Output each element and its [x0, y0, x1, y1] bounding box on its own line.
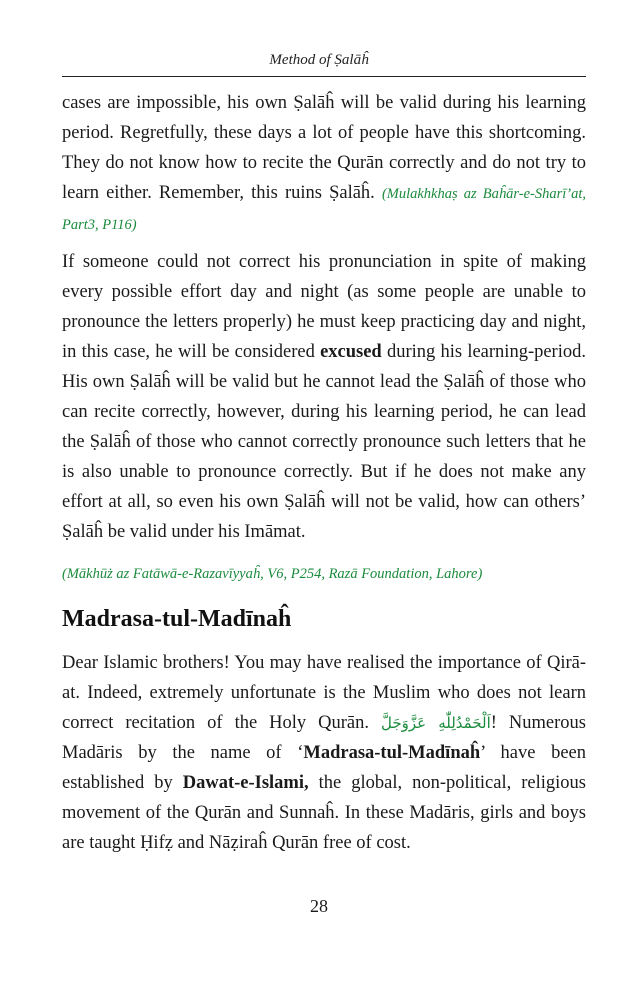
paragraph-3-text-c: ’ have been established by: [62, 743, 586, 793]
paragraph-2: [62, 247, 586, 547]
paragraph-1-text: cases are impossible, his own Ṣalāĥ will be valid during his learning period. Regretfully, these days a lot of people have this shortcoming. They do not know how to recite the Qurān correctly and do not try to learn either. Remember, this ruins Ṣalāĥ.: [62, 93, 586, 203]
paragraph-3: [62, 648, 586, 858]
paragraph-2-text-after: during his learning-period. His own Ṣalāĥ will be valid but he cannot lead the Ṣalāĥ of those who can recite correctly, however, during his learning period, he can lead the Ṣalāĥ of those who cannot correctly pronounce such letters that he is also unable to pronounce correctly. But if he does not make any effort at all, so even his own Ṣalāĥ will not be valid, how can others’ Ṣalāĥ be valid under his Imāmat.: [62, 342, 586, 542]
arabic-phrase: اَلْحَمْدُلِلّٰهِ عَزَّوَجَلَّ: [381, 714, 491, 732]
paragraph-2-reference: (Mākhūż az Fatāwā-e-Razavīyyaĥ, V6, P254, Razā Foundation, Lahore): [62, 566, 483, 582]
paragraph-3-text-d: the global, non-political, religious movement of the Qurān and Sunnaĥ. In these Madāris, girls and boys are taught Ḥifẓ and Nāẓiraĥ Qurān free of cost.: [62, 773, 586, 853]
paragraph-3-text-a: Dear Islamic brothers! You may have realised the importance of Qirā-at. Indeed, extremely unfortunate is the Muslim who does not learn correct recitation of the Holy Qurān.: [62, 653, 586, 733]
section-heading: Madrasa-tul-Madīnaĥ: [62, 606, 292, 632]
madrasa-name-bold: Madrasa-tul-Madīnaĥ: [303, 743, 481, 763]
paragraph-3-text-b: ! Numerous Madāris by the name of ‘: [62, 713, 586, 763]
paragraph-1: [62, 88, 586, 240]
paragraph-2-bold-excused: excused: [320, 342, 382, 362]
header-rule: [62, 76, 586, 77]
running-header: Method of Ṣalāĥ: [269, 52, 369, 68]
paragraph-2-text-before: If someone could not correct his pronunciation in spite of making every possible effort day and night (as some people are unable to pronounce the letters properly) he must keep practicing day and night, in this case, he will be considered: [62, 252, 586, 362]
paragraph-1-reference: (Mulakhkhaṣ az Baĥār-e-Sharī’at, Part3, P116): [62, 186, 586, 233]
page-number: 28: [310, 896, 328, 916]
organization-name-bold: Dawat-e-Islami,: [182, 773, 309, 793]
